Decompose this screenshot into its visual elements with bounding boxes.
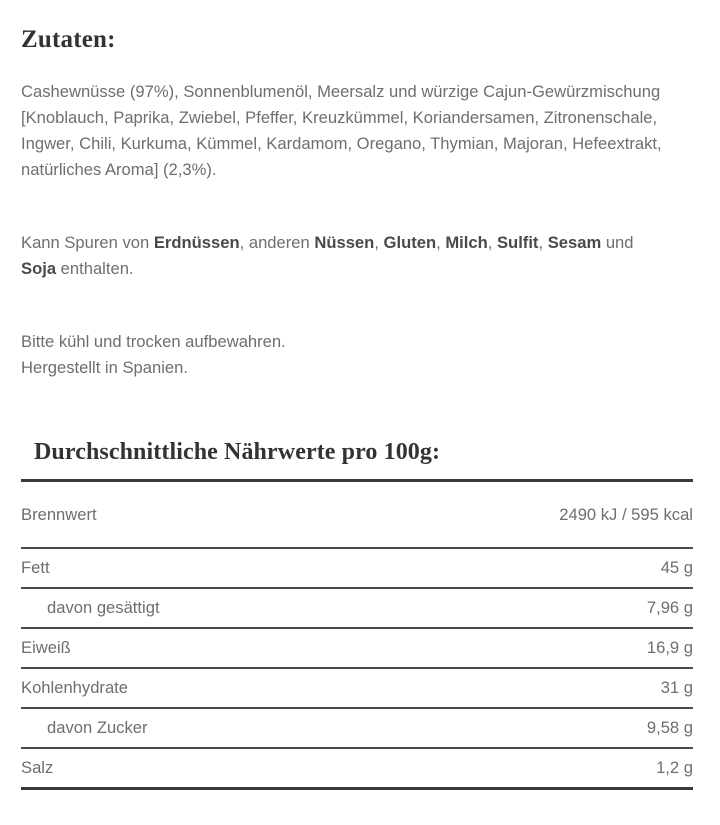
ingredients-line: [Knoblauch, Paprika, Zwiebel, Pfeffer, Kreuzkümmel, Koriandersamen, Zitronenschale, <box>21 108 658 127</box>
allergen-milk: Milch <box>445 233 488 252</box>
nutrient-label: Fett <box>21 558 50 577</box>
nutrient-value: 2490 kJ / 595 kcal <box>559 504 693 524</box>
storage-notice <box>21 329 701 381</box>
nutrition-table <box>21 479 693 790</box>
nutrient-label: Eiweiß <box>21 638 71 657</box>
allergen-sulfite: Sulfit <box>496 233 539 252</box>
table-row <box>21 627 693 667</box>
table-row <box>21 587 693 627</box>
nutrient-label: Brennwert <box>21 504 97 524</box>
nutrient-label: Kohlenhydrate <box>21 678 129 697</box>
table-row <box>21 747 693 787</box>
nutrient-label: davon Zucker <box>47 718 148 737</box>
table-row <box>21 482 693 547</box>
allergen-soy: Soja <box>21 259 57 278</box>
nutrient-value: 31 g <box>660 678 693 697</box>
allergen-gluten: Gluten <box>383 233 437 252</box>
table-row <box>21 707 693 747</box>
allergen-notice: Kann Spuren von Erdnüssen, anderen Nüssen, Gluten, Milch, Sulfit, Sesam und Soja enthalten. <box>21 233 634 278</box>
nutrient-label: Salz <box>21 758 54 777</box>
table-row <box>21 547 693 587</box>
allergen-nuts: Nüssen <box>314 233 375 252</box>
nutrient-value: 9,58 g <box>646 718 693 737</box>
nutrition-heading: Durchschnittliche Nährwerte pro 100g: <box>34 439 441 465</box>
allergen-peanuts: Erdnüssen <box>153 233 240 252</box>
nutrient-value: 7,96 g <box>646 598 693 617</box>
ingredients-line: Cashewnüsse (97%), Sonnenblumenöl, Meersalz und würzige Cajun-Gewürzmischung <box>21 82 661 101</box>
ingredients-line: natürliches Aroma] (2,3%). <box>21 160 217 179</box>
nutrient-value: 16,9 g <box>646 638 693 657</box>
ingredients-text <box>21 79 701 183</box>
nutrient-label: davon gesättigt <box>47 598 160 617</box>
ingredients-heading: Zutaten: <box>21 26 116 53</box>
ingredients-line: Ingwer, Chili, Kurkuma, Kümmel, Kardamom, Oregano, Thymian, Majoran, Hefeextrakt, <box>21 134 662 153</box>
table-row <box>21 667 693 707</box>
nutrient-value: 45 g <box>660 558 693 577</box>
origin-note: Hergestellt in Spanien. <box>21 358 188 377</box>
nutrient-value: 1,2 g <box>656 758 693 777</box>
allergen-sesame: Sesam <box>547 233 602 252</box>
storage-instruction: Bitte kühl und trocken aufbewahren. <box>21 332 286 351</box>
